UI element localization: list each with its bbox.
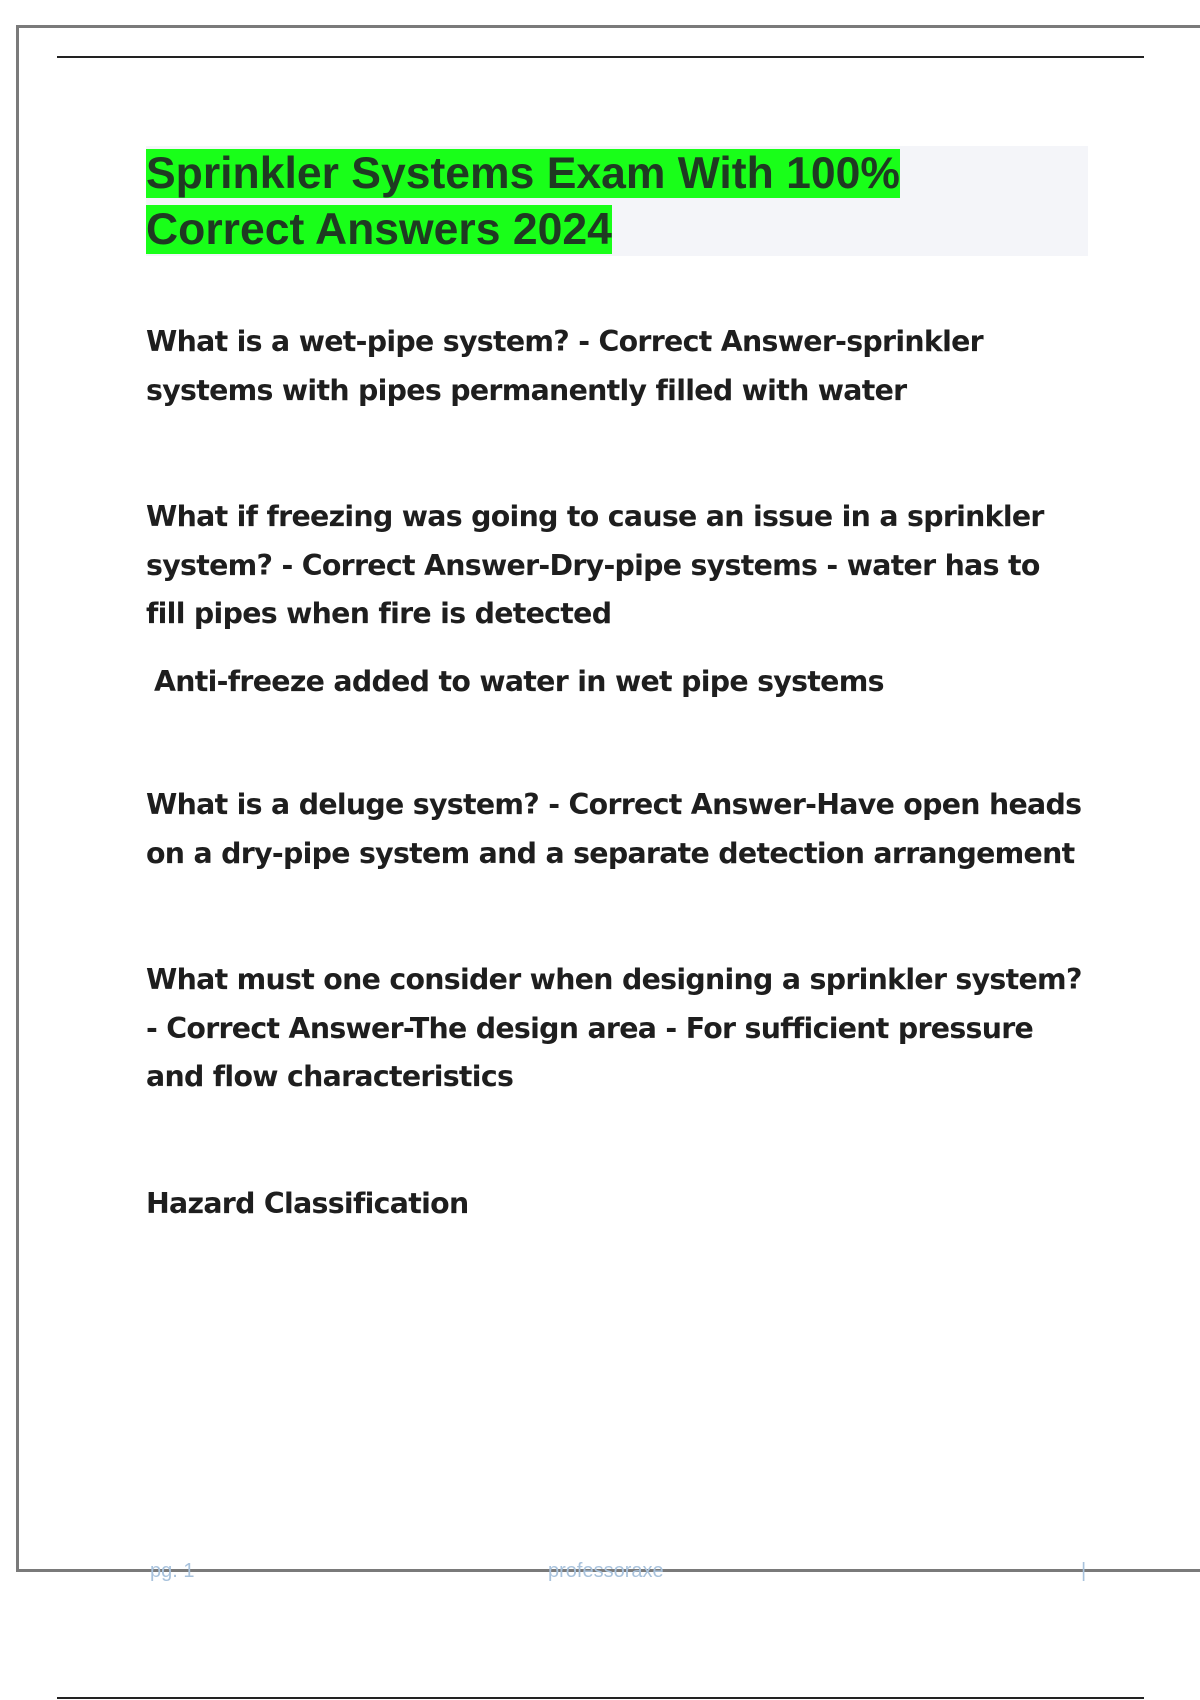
hazard-classification-text: Hazard Classification: [146, 1187, 469, 1220]
question-answer-deluge: What is a deluge system? - Correct Answer-Have open heads on a dry-pipe system and a separate detection arrangement: [146, 788, 1082, 870]
footer-author: professoraxe: [548, 1560, 664, 1582]
answer-anti-freeze: Anti-freeze added to water in wet pipe systems: [154, 665, 884, 698]
question-answer-design: What must one consider when designing a sprinkler system? - Correct Answer-The design area - For sufficient pressure and flow characteristics: [146, 963, 1082, 1093]
question-answer-wet-pipe: What is a wet-pipe system? - Correct Answer-sprinkler systems with pipes permanently filled with water: [146, 325, 983, 407]
document-title: [146, 146, 966, 258]
footer-page-number: pg. 1: [150, 1560, 195, 1582]
title-line-2: Correct Answers 2024: [146, 205, 612, 254]
header-rule: [57, 56, 1144, 58]
title-line-1: Sprinkler Systems Exam With 100%: [146, 149, 900, 198]
question-answer-freezing: What if freezing was going to cause an issue in a sprinkler system? - Correct Answer-Dry-pipe systems - water has to fill pipes when fire is detected: [146, 500, 1044, 630]
next-page-rule: [57, 1697, 1144, 1699]
footer-separator: |: [1081, 1560, 1087, 1582]
